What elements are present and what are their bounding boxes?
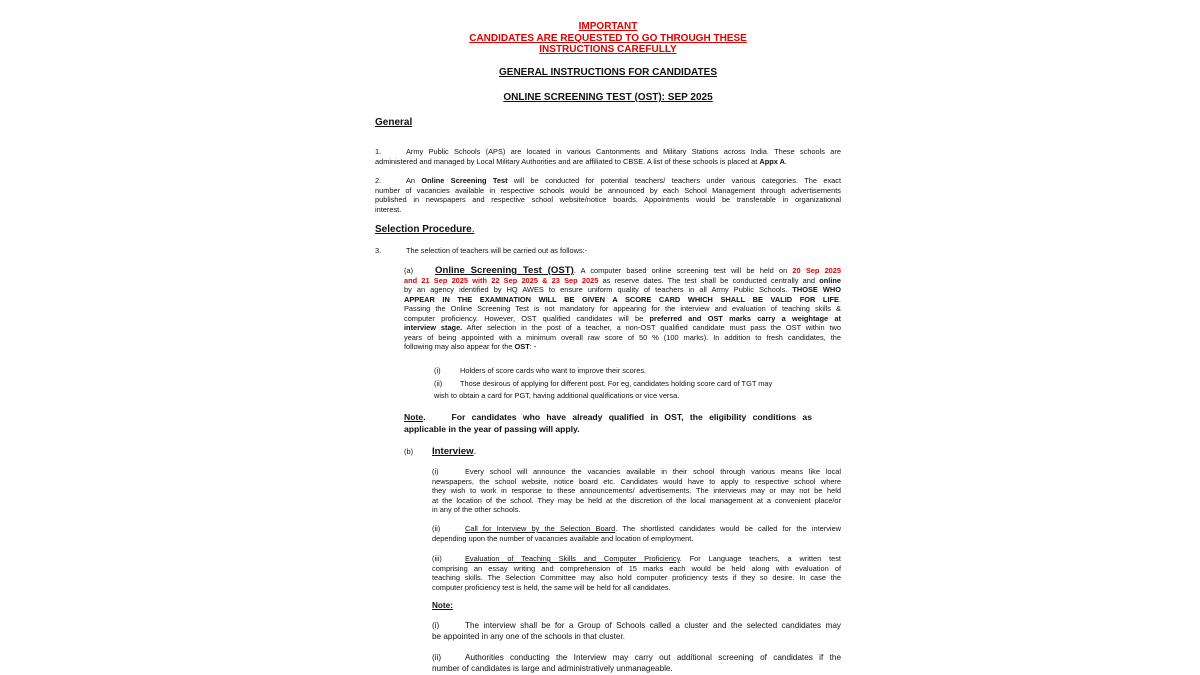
ost-subheading: Online Screening Test (OST) [435, 265, 574, 276]
paragraph-number: 3. [375, 246, 382, 255]
paragraph-number: 1. [375, 147, 382, 156]
interview-item-iii: (iii) Evaluation of Teaching Skills and Computer Proficiency. For Language teachers, a written test comprising an essay writing and comprehension of 15 marks each would be held along with evaluation of teaching skills. The Selection Committee may also hold computer proficiency tests if they so desire. In case the computer proficiency test is held, the same will be held for all candidates. [432, 554, 841, 592]
list-item: (i) Holders of score cards who want to improve their scores. [434, 366, 647, 375]
list-item: (ii) Those desirous of applying for different post. For eg, candidates holding score card of TGT may wish to obtain a card for PGT, having additional qualifications or vice versa. [434, 379, 773, 400]
interview-note-label: Note: [432, 601, 453, 610]
general-heading: General [375, 117, 413, 128]
interview-item-ii: (ii) Call for Interview by the Selection Board. The shortlisted candidates would be called for the interview depending upon the number of vacancies available and location of employment. [432, 524, 841, 543]
interview-item-i: (i) Every school will announce the vacancies available in their school through various means like local newspapers, the school website, notice board etc. Candidates would have to apply to respective school where they wish to work in response to these announcements/ advertisements. The interviews may or may not be held at the location of the school. They may be held at the discretion of the local management at a convenient place/or in any of the other schools. [432, 467, 841, 514]
paragraph-number: 2. [375, 176, 382, 185]
interview-subparagraph-heading: (b) Interview. [404, 446, 477, 457]
paragraph-1: 1. Army Public Schools (APS) are located in various Cantonments and Military Stations across India. These schools are administered and managed by Local Military Authorities and are affiliated to CBSE. A list of these schools is placed at Appx A. [375, 147, 841, 166]
selection-procedure-heading: Selection Procedure. [375, 224, 475, 235]
note-label: Note [404, 412, 424, 422]
subparagraph-label: (a) [404, 266, 414, 275]
paragraph-2: 2. An Online Screening Test will be conducted for potential teachers/ teachers under various categories. The exact number of vacancies available in respective schools would be announced by each School Management through advertisements published in newspapers and respective school website/notice boards. Appointments would be transferable in organizational interest. [375, 176, 842, 214]
subparagraph-label: (b) [404, 447, 414, 456]
ost-date: 20 Sep 2025 [792, 266, 842, 275]
instructions-heading-line1: CANDIDATES ARE REQUESTED TO GO THROUGH THESE [469, 33, 747, 44]
instructions-heading-line2: INSTRUCTIONS CAREFULLY [539, 44, 677, 55]
interview-heading: Interview [432, 446, 474, 457]
ost-dates: and 21 Sep 2025 with 22 Sep 2025 & 23 Sep 2025 [404, 275, 599, 285]
ost-note: Note. For candidates who have already qualified in OST, the eligibility conditions as applicable in the year of passing will apply. [404, 412, 812, 434]
general-instructions-title: GENERAL INSTRUCTIONS FOR CANDIDATES [499, 67, 717, 78]
ost-title: ONLINE SCREENING TEST (OST): SEP 2025 [503, 92, 713, 103]
important-heading: IMPORTANT [578, 21, 638, 32]
interview-note-i: (i) The interview shall be for a Group of Schools called a cluster and the selected candidates may be appointed in any one of the schools in that cluster. [432, 621, 841, 641]
paragraph-3: 3. The selection of teachers will be carried out as follows:- [375, 246, 588, 255]
interview-note-ii: (ii) Authorities conducting the Interview may carry out additional screening of candidates if the number of candidates is large and administratively unmanageable. [432, 653, 841, 673]
ost-subparagraph: (a) Online Screening Test (OST). A computer based online screening test will be held on 20 Sep 2025 and 21 Sep 2025 with 22 Sep 2025 & 23 Sep 2025 as reserve dates. The test shall be conducted centrally and online by an agency identified by HQ AWES to ensure uniform quality of teachers in all Army Public Schools. THOSE WHO APPEAR IN THE EXAMINATION WILL BE GIVEN A SCORE CARD WHICH SHALL BE VALID FOR LIFE. Passing the Online Screening Test is not mandatory for appearing for the interview and evaluation of teaching skills & computer proficiency. However, OST qualified candidates will be preferred and OST marks carry a weightage at interview stage. After selection in the post of a teacher, a non-OST qualified candidate must pass the OST within two years of being appointed with a minimum overall raw score of 50 % (100 marks). In addition to fresh candidates, the following may also appear for the OST: - [404, 265, 842, 351]
